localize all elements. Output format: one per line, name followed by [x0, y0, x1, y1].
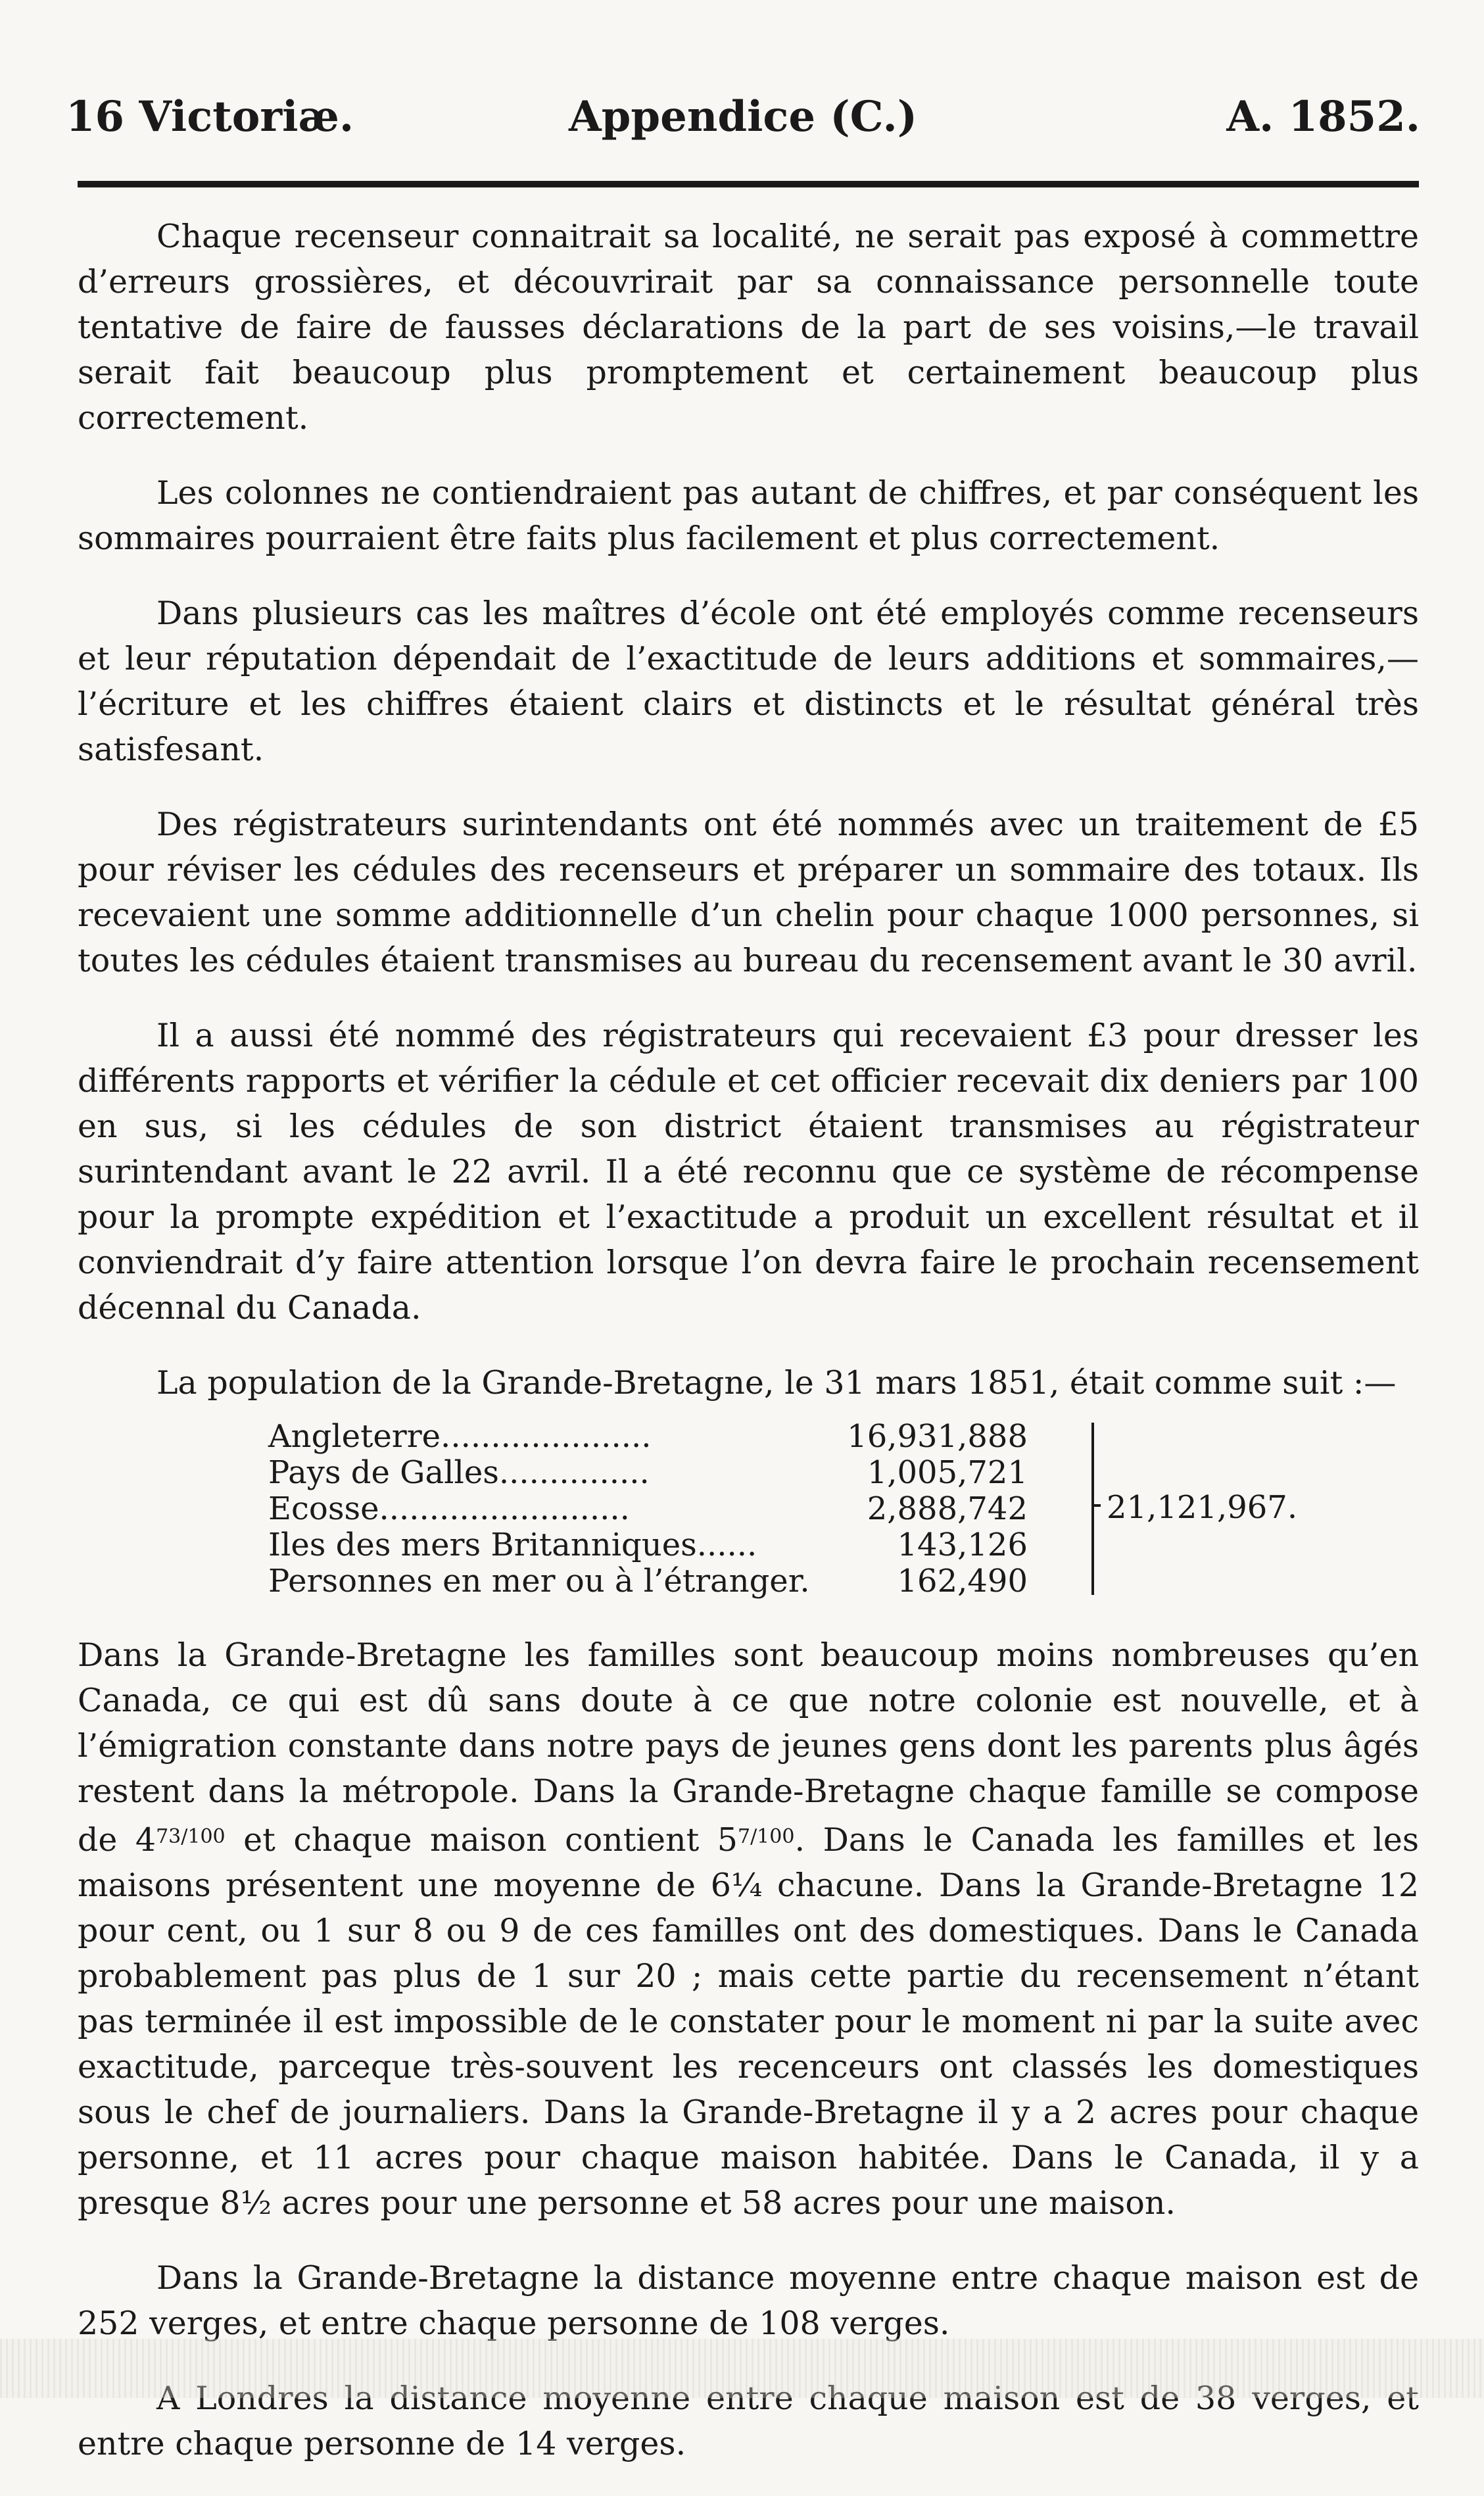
paragraph-9: A Londres la distance moyenne entre chaque maison est de 38 verges, et entre chaque personne de 14 verges.: [78, 2380, 1419, 2462]
paragraph-6: La population de la Grande-Bretagne, le 31 mars 1851, était comme suit :—: [156, 1364, 1397, 1402]
paragraph-2: Les colonnes ne contiendraient pas autant de chiffres, et par conséquent les sommaires pourraient être faits plus facilement et plus correctement.: [78, 474, 1419, 557]
population-table: [268, 1418, 1298, 1603]
table-row: [268, 1455, 1090, 1491]
row-value: 2,888,742: [867, 1490, 1028, 1527]
header-rule: [78, 181, 1419, 187]
table-row: [268, 1527, 1090, 1563]
row-value: 143,126: [897, 1527, 1028, 1563]
row-value: 1,005,721: [867, 1454, 1028, 1491]
paragraph-7: [78, 1632, 1419, 2226]
table-row: [268, 1563, 1090, 1600]
row-value: 162,490: [897, 1563, 1028, 1600]
page-header: [66, 92, 1420, 151]
header-session: 16 Victoriæ.: [66, 92, 354, 141]
row-label: Ecosse.........................: [268, 1490, 630, 1527]
table-row: [268, 1419, 1090, 1455]
table-row: [268, 1491, 1090, 1527]
body-text: [78, 214, 1419, 2496]
paragraph-7-part-a: Dans la Grande-Bretagne les familles sont beaucoup moins nombreuses qu’en Canada, ce qui est dû sans doute à ce que notre colonie est nouvelle, et à l’émigration constante dans notre pays de jeunes gens dont les parents plus âgés restent dans la métropole. Dans la Grande-Bretagne chaque famille se compose de 4: [78, 1636, 1419, 1859]
paragraph-7-part-c: . Dans le Canada les familles et les maisons présentent une moyenne de 6¼ chacune. Dans la Grande-Bretagne 12 pour cent, ou 1 sur 8 ou 9 de ces familles ont des domestiques. Dans le Canada probablement pas plus de 1 sur 20 ; mais cette partie du recensement n’étant pas terminée il est impossible de le constater pour le moment ni par la suite avec exactitude, parceque très-souvent les recenceurs ont classés les domestiques sous le chef de journaliers. Dans la Grande-Bretagne il y a 2 acres pour chaque personne, et 11 acres pour chaque maison habitée. Dans le Canada, il y a presque 8½ acres pour une personne et 58 acres pour une maison.: [78, 1821, 1420, 2222]
header-title: Appendice (C.): [568, 92, 918, 141]
population-total: 21,121,967.: [1107, 1489, 1298, 1526]
paragraph-5: Il a aussi été nommé des régistrateurs qui recevaient £3 pour dresser les différents rapports et vérifier la cédule et cet officier recevait dix deniers par 100 en sus, si les cédules de son district étaient transmises au régistrateur surintendant avant le 22 avril. Il a été reconnu que ce système de récompense pour la prompte expédition et l’exactitude a produit un excellent résultat et il conviendrait d’y faire attention lorsque l’on devra faire le prochain recensement décennal du Canada.: [78, 1017, 1419, 1327]
row-label: Angleterre.....................: [268, 1418, 652, 1455]
paragraph-8: Dans la Grande-Bretagne la distance moyenne entre chaque maison est de 252 verges, et entre chaque personne de 108 verges.: [78, 2259, 1419, 2342]
row-label: Pays de Galles...............: [268, 1454, 650, 1491]
scan-noise-strip: [0, 2339, 1484, 2398]
header-year: A. 1852.: [1226, 92, 1420, 141]
paragraph-4: Des régistrateurs surintendants ont été nommés avec un traitement de £5 pour réviser les cédules des recenseurs et préparer un sommaire des totaux. Ils recevaient une somme additionnelle d’un chelin pour chaque 1000 personnes, si toutes les cédules étaient transmises au bureau du recensement avant le 30 avril.: [78, 806, 1419, 979]
brace-bracket: [1082, 1423, 1094, 1595]
row-label: Personnes en mer ou à l’étranger.: [268, 1563, 810, 1600]
paragraph-1: Chaque recenseur connaitrait sa localité, ne serait pas exposé à commettre d’erreurs grossières, et découvrirait par sa connaissance personnelle toute tentative de faire de fausses déclarations de la part de ses voisins,—le travail serait fait beaucoup plus promptement et certainement beaucoup plus correctement.: [78, 218, 1419, 437]
paragraph-3: Dans plusieurs cas les maîtres d’école ont été employés comme recenseurs et leur réputation dépendait de l’exactitude de leurs additions et sommaires,—l’écriture et les chiffres étaient clairs et distincts et le résultat général très satisfesant.: [78, 595, 1419, 768]
fraction-families: 73/100: [156, 1825, 226, 1848]
row-label: Iles des mers Britanniques......: [268, 1527, 757, 1563]
fraction-houses: 7/100: [737, 1825, 795, 1848]
brace-point: [1091, 1504, 1101, 1507]
row-value: 16,931,888: [847, 1418, 1028, 1455]
paragraph-7-part-b: et chaque maison contient 5: [225, 1821, 738, 1859]
